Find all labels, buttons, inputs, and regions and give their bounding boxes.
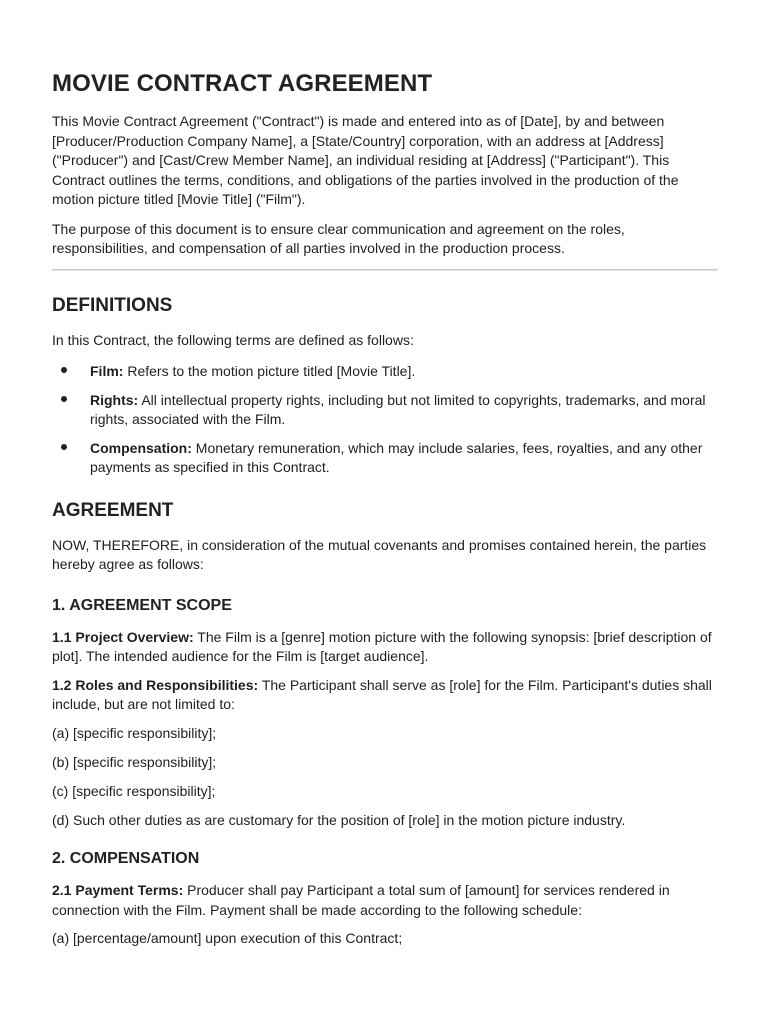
responsibility-item: (c) [specific responsibility]; (52, 782, 216, 799)
bullet-icon (61, 444, 67, 450)
definition-text: All intellectual property rights, including but not limited to copyrights, trademarks, and moral rights, associated with the Film. (90, 391, 706, 427)
section-2-heading: 2. COMPENSATION (52, 850, 200, 867)
definitions-lead: In this Contract, the following terms are defined as follows: (52, 331, 414, 348)
definition-term: Compensation: (90, 439, 192, 456)
definition-term: Film: (90, 363, 124, 379)
purpose-paragraph: The purpose of this document is to ensure clear communication and agreement on the roles, responsibilities, and compensation of all parties involved in the production process. (52, 220, 625, 256)
bullet-icon (61, 367, 67, 373)
clause-2-1 (52, 881, 718, 920)
responsibility-item: (d) Such other duties as are customary for the position of [role] in the motion picture industry. (52, 811, 626, 828)
definitions-list (52, 362, 718, 478)
section-divider (52, 269, 718, 271)
bullet-icon (61, 396, 67, 402)
definition-text: Refers to the motion picture titled [Movie Title]. (127, 363, 416, 379)
responsibility-item: (a) [specific responsibility]; (52, 724, 217, 741)
agreement-heading: AGREEMENT (52, 499, 174, 521)
clause-text: The Film is a [genre] motion picture with the following synopsis: [brief description of plot]. The intended audience for the Film is [target audience]. (52, 628, 712, 664)
definition-term: Rights: (90, 391, 139, 408)
section-1-heading: 1. AGREEMENT SCOPE (52, 596, 232, 614)
definitions-heading: DEFINITIONS (52, 294, 173, 316)
document-body (52, 70, 718, 958)
definition-item-rights (52, 391, 718, 430)
responsibility-item: (b) [specific responsibility]; (52, 753, 217, 770)
clause-label: 2.1 Payment Terms: (52, 882, 184, 898)
clause-label: 1.1 Project Overview: (52, 628, 194, 645)
definition-text: Monetary remuneration, which may include salaries, fees, royalties, and any other payments as specified in this Contract. (90, 439, 703, 475)
definition-item-film (52, 362, 718, 382)
intro-paragraph: This Movie Contract Agreement ("Contract") is made and entered into as of [Date], by and between [Producer/Production Company Name], a [State/Country] corporation, with an address at [Address] ("Producer") and [Cast/Crew Member Name], an individual residing at [Address] ("Participant"). This Contract outlines the terms, conditions, and obligations of the parties involved in the production of the motion picture titled [Movie Title] ("Film"). (52, 113, 679, 207)
document-title: MOVIE CONTRACT AGREEMENT (52, 70, 433, 97)
definition-item-compensation (52, 439, 718, 478)
clause-label: 1.2 Roles and Responsibilities: (52, 676, 259, 693)
clause-text: The Participant shall serve as [role] for the Film. Participant's duties shall include, but are not limited to: (52, 676, 712, 712)
clause-text: Producer shall pay Participant a total sum of [amount] for services rendered in connection with the Film. Payment shall be made according to the following schedule: (52, 882, 670, 918)
clause-1-2 (52, 676, 718, 715)
clause-1-1 (52, 628, 718, 667)
agreement-lead: NOW, THEREFORE, in consideration of the mutual covenants and promises contained herein, the parties hereby agree as follows: (52, 536, 707, 572)
payment-item: (a) [percentage/amount] upon execution of this Contract; (52, 930, 403, 946)
